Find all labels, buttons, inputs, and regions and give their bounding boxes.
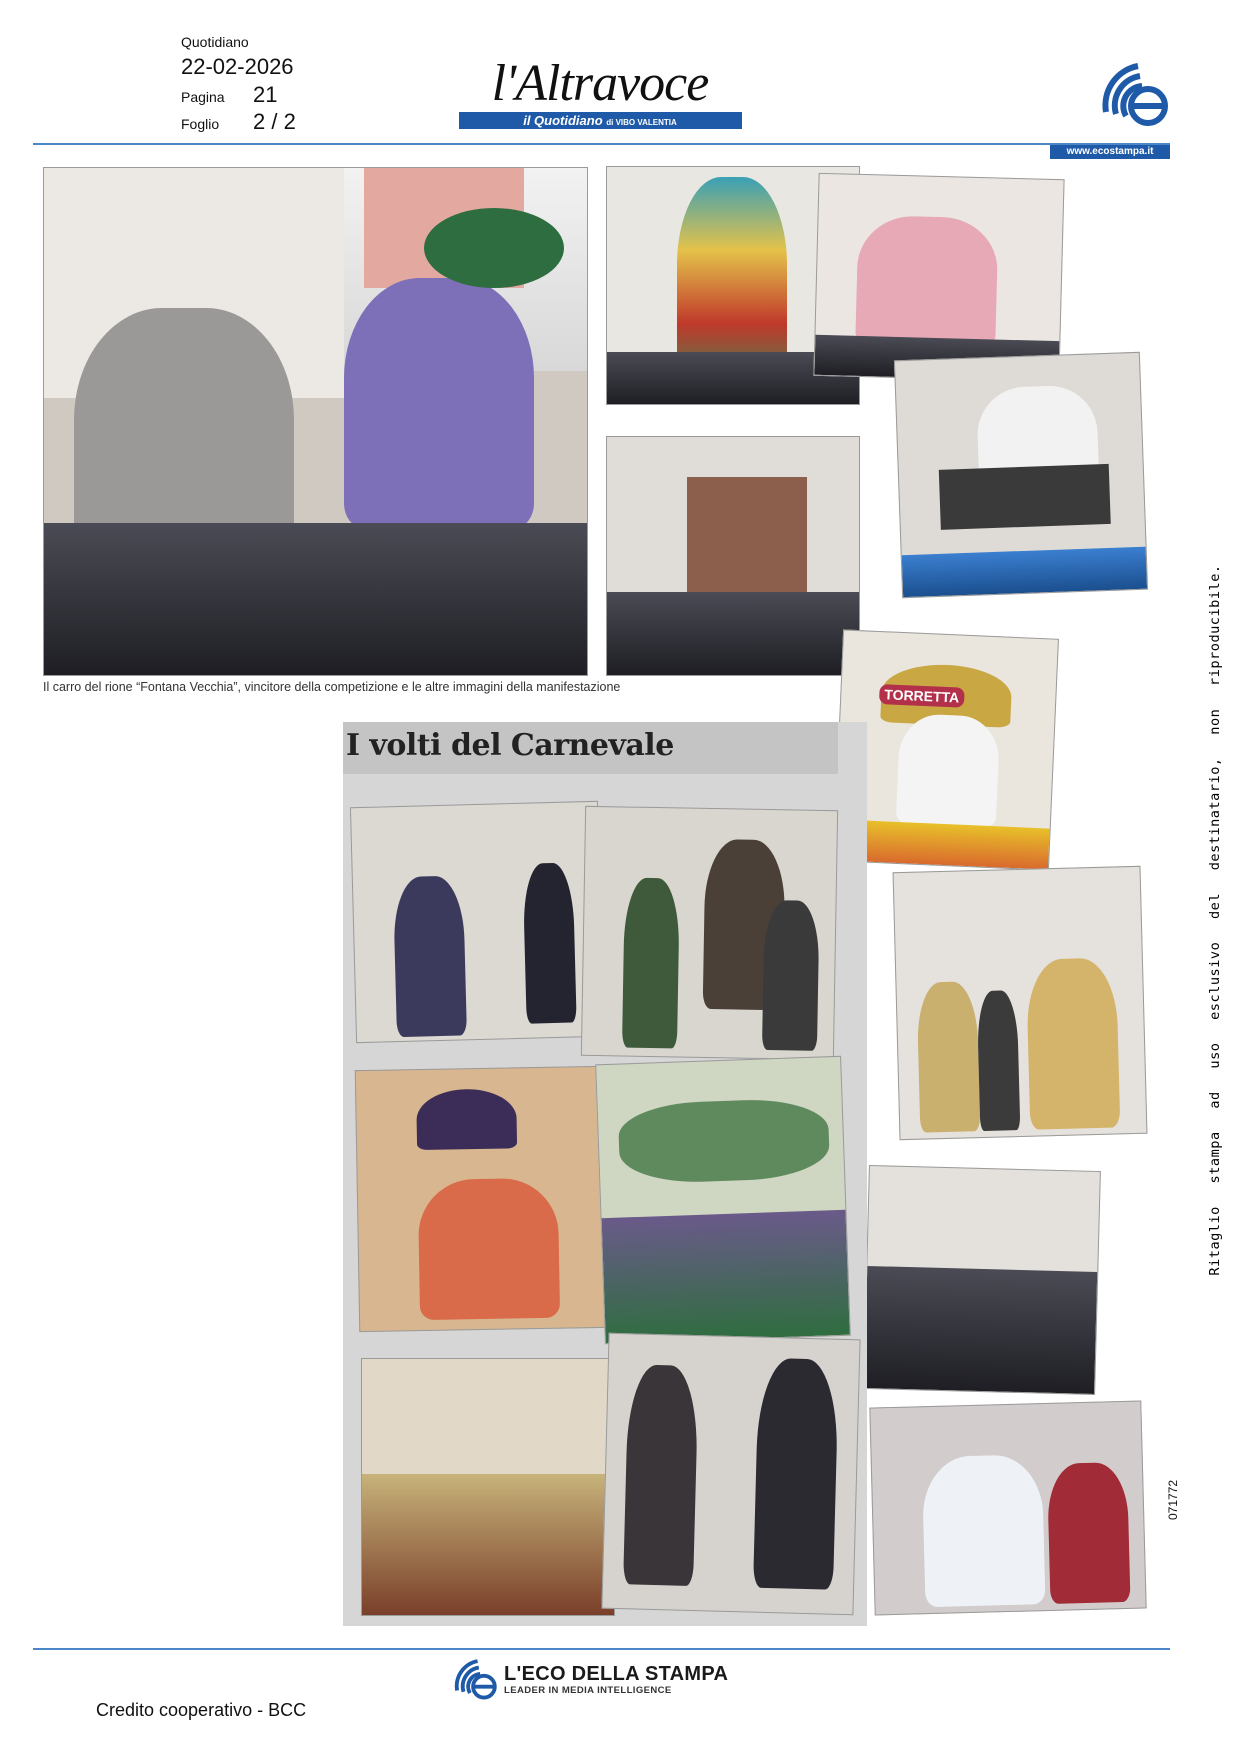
header-rule — [33, 143, 1170, 145]
masthead-subtitle: il Quotidiano — [523, 113, 603, 128]
masthead-name: l'Altravoce — [491, 55, 709, 112]
page-number: 21 — [253, 82, 278, 107]
newspaper-masthead — [450, 56, 750, 129]
masthead-subtitle-bar — [459, 112, 742, 129]
footer-brand-name: L'ECO DELLA STAMPA — [504, 1662, 729, 1685]
photo-viking-ship-float — [894, 352, 1148, 598]
photo-warrior-costumes — [863, 1165, 1101, 1395]
page-label: Pagina — [181, 89, 225, 105]
clipping-code: 071772 — [1166, 1479, 1180, 1521]
feature-title: I volti del Carnevale — [346, 728, 674, 763]
publication-type: Quotidiano — [181, 34, 249, 50]
footer-rule — [33, 1648, 1170, 1650]
client-name: Credito cooperativo - BCC — [96, 1700, 307, 1720]
photo-white-dress-costume — [869, 1400, 1146, 1615]
sheet-label: Foglio — [181, 116, 220, 132]
torretta-sign: TORRETTA — [879, 684, 965, 708]
masthead-subtitle-small: di VIBO VALENTIA — [606, 118, 677, 127]
website-link[interactable]: www.ecostampa.it — [1050, 145, 1170, 159]
footer-brand — [452, 1656, 728, 1702]
publication-date: 22-02-2026 — [181, 54, 294, 79]
publication-meta — [181, 34, 331, 136]
photo-ganesh-float — [813, 173, 1064, 382]
ecostampa-logo-icon — [1098, 58, 1170, 130]
main-photo-float — [43, 167, 588, 676]
feature-photo-skull-masks — [601, 1333, 860, 1616]
feature-photo-warriors-throne — [581, 806, 838, 1060]
feature-photo-witch-costume — [355, 1066, 608, 1332]
photo-castle-float — [606, 436, 860, 676]
sheet-number: 2 / 2 — [253, 109, 296, 134]
feature-photo-colorful-group — [361, 1358, 615, 1616]
footer-tagline: LEADER IN MEDIA INTELLIGENCE — [504, 1684, 672, 1696]
photo-tribal-costumes — [893, 866, 1148, 1140]
eco-della-stampa-logo-icon — [452, 1656, 498, 1702]
feature-photo-parade-crowd — [595, 1056, 851, 1344]
copyright-note: Ritaglio stampa ad uso esclusivo del destinatario, non riproducibile. — [1207, 564, 1223, 1276]
photo-caption: Il carro del rione “Fontana Vecchia”, vincitore della competizione e le altre immagini della manifestazione — [43, 680, 621, 694]
feature-photo-gothic-dresses — [350, 801, 604, 1043]
